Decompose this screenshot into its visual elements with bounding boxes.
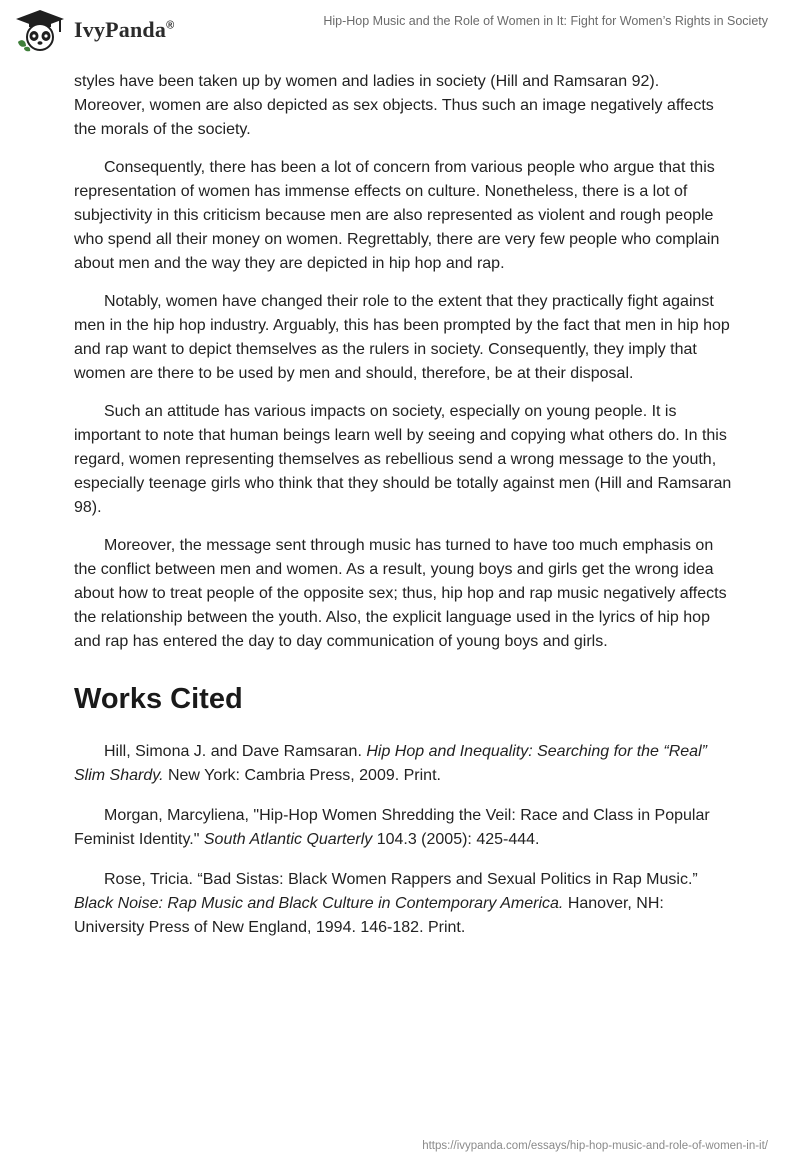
citation-entry: Morgan, Marcyliena, "Hip-Hop Women Shredding the Veil: Race and Class in Popular Feminist Identity." South Atlantic Quarterly 104.3 (2005): 425-444. [74, 807, 710, 848]
paragraph: Consequently, there has been a lot of concern from various people who argue that this representation of women has immense effects on culture. Nonetheless, there is a lot of subjectivity in this criticism because men are also represented as violent and rough people who spend all their money on women. Regrettably, there are very few people who complain about men and the way they are depicted in hip hop and rap. [74, 159, 720, 272]
page-header [0, 0, 800, 70]
citation-entry: Hill, Simona J. and Dave Ramsaran. Hip Hop and Inequality: Searching for the “Real” Slim Shardy. New York: Cambria Press, 2009. Print. [74, 743, 707, 784]
works-cited-heading: Works Cited [74, 683, 243, 715]
paragraph: Moreover, the message sent through music has turned to have too much emphasis on the conflict between men and women. As a result, young boys and girls get the wrong idea about how to treat people of the opposite sex; thus, hip hop and rap music negatively affects the relationship between the youth. Also, the explicit language used in the lyrics of hip hop and rap has entered the day to day communication of young boys and girls. [74, 537, 727, 650]
document-title: Hip-Hop Music and the Role of Women in It: Fight for Women’s Rights in Society [323, 14, 768, 28]
logo-wordmark: IvyPanda® [74, 17, 175, 42]
source-url-link[interactable]: https://ivypanda.com/essays/hip-hop-music-and-role-of-women-in-it/ [422, 1140, 768, 1152]
paragraph: styles have been taken up by women and ladies in society (Hill and Ramsaran 92). Moreover, women are also depicted as sex objects. Thus such an image negatively affects the morals of the society. [74, 73, 714, 138]
ivypanda-logo[interactable] [14, 8, 174, 52]
paragraph: Notably, women have changed their role to the extent that they practically fight against men in the hip hop industry. Arguably, this has been prompted by the fact that men in hip hop and rap want to depict themselves as the rulers in society. Consequently, they imply that women are there to be used by men and should, therefore, be at their disposal. [74, 293, 730, 382]
citation-entry: Rose, Tricia. “Bad Sistas: Black Women Rappers and Sexual Politics in Rap Music.” Black Noise: Rap Music and Black Culture in Contemporary America. Hanover, NH: University Press of New England, 1994. 146-182. Print. [74, 871, 698, 936]
panda-graduation-icon [14, 8, 66, 52]
essay-body [74, 70, 734, 956]
paragraph: Such an attitude has various impacts on society, especially on young people. It is important to note that human beings learn well by seeing and copying what others do. In this regard, women representing themselves as rebellious send a wrong message to the youth, especially teenage girls who think that they should be totally against men (Hill and Ramsaran 98). [74, 403, 732, 516]
